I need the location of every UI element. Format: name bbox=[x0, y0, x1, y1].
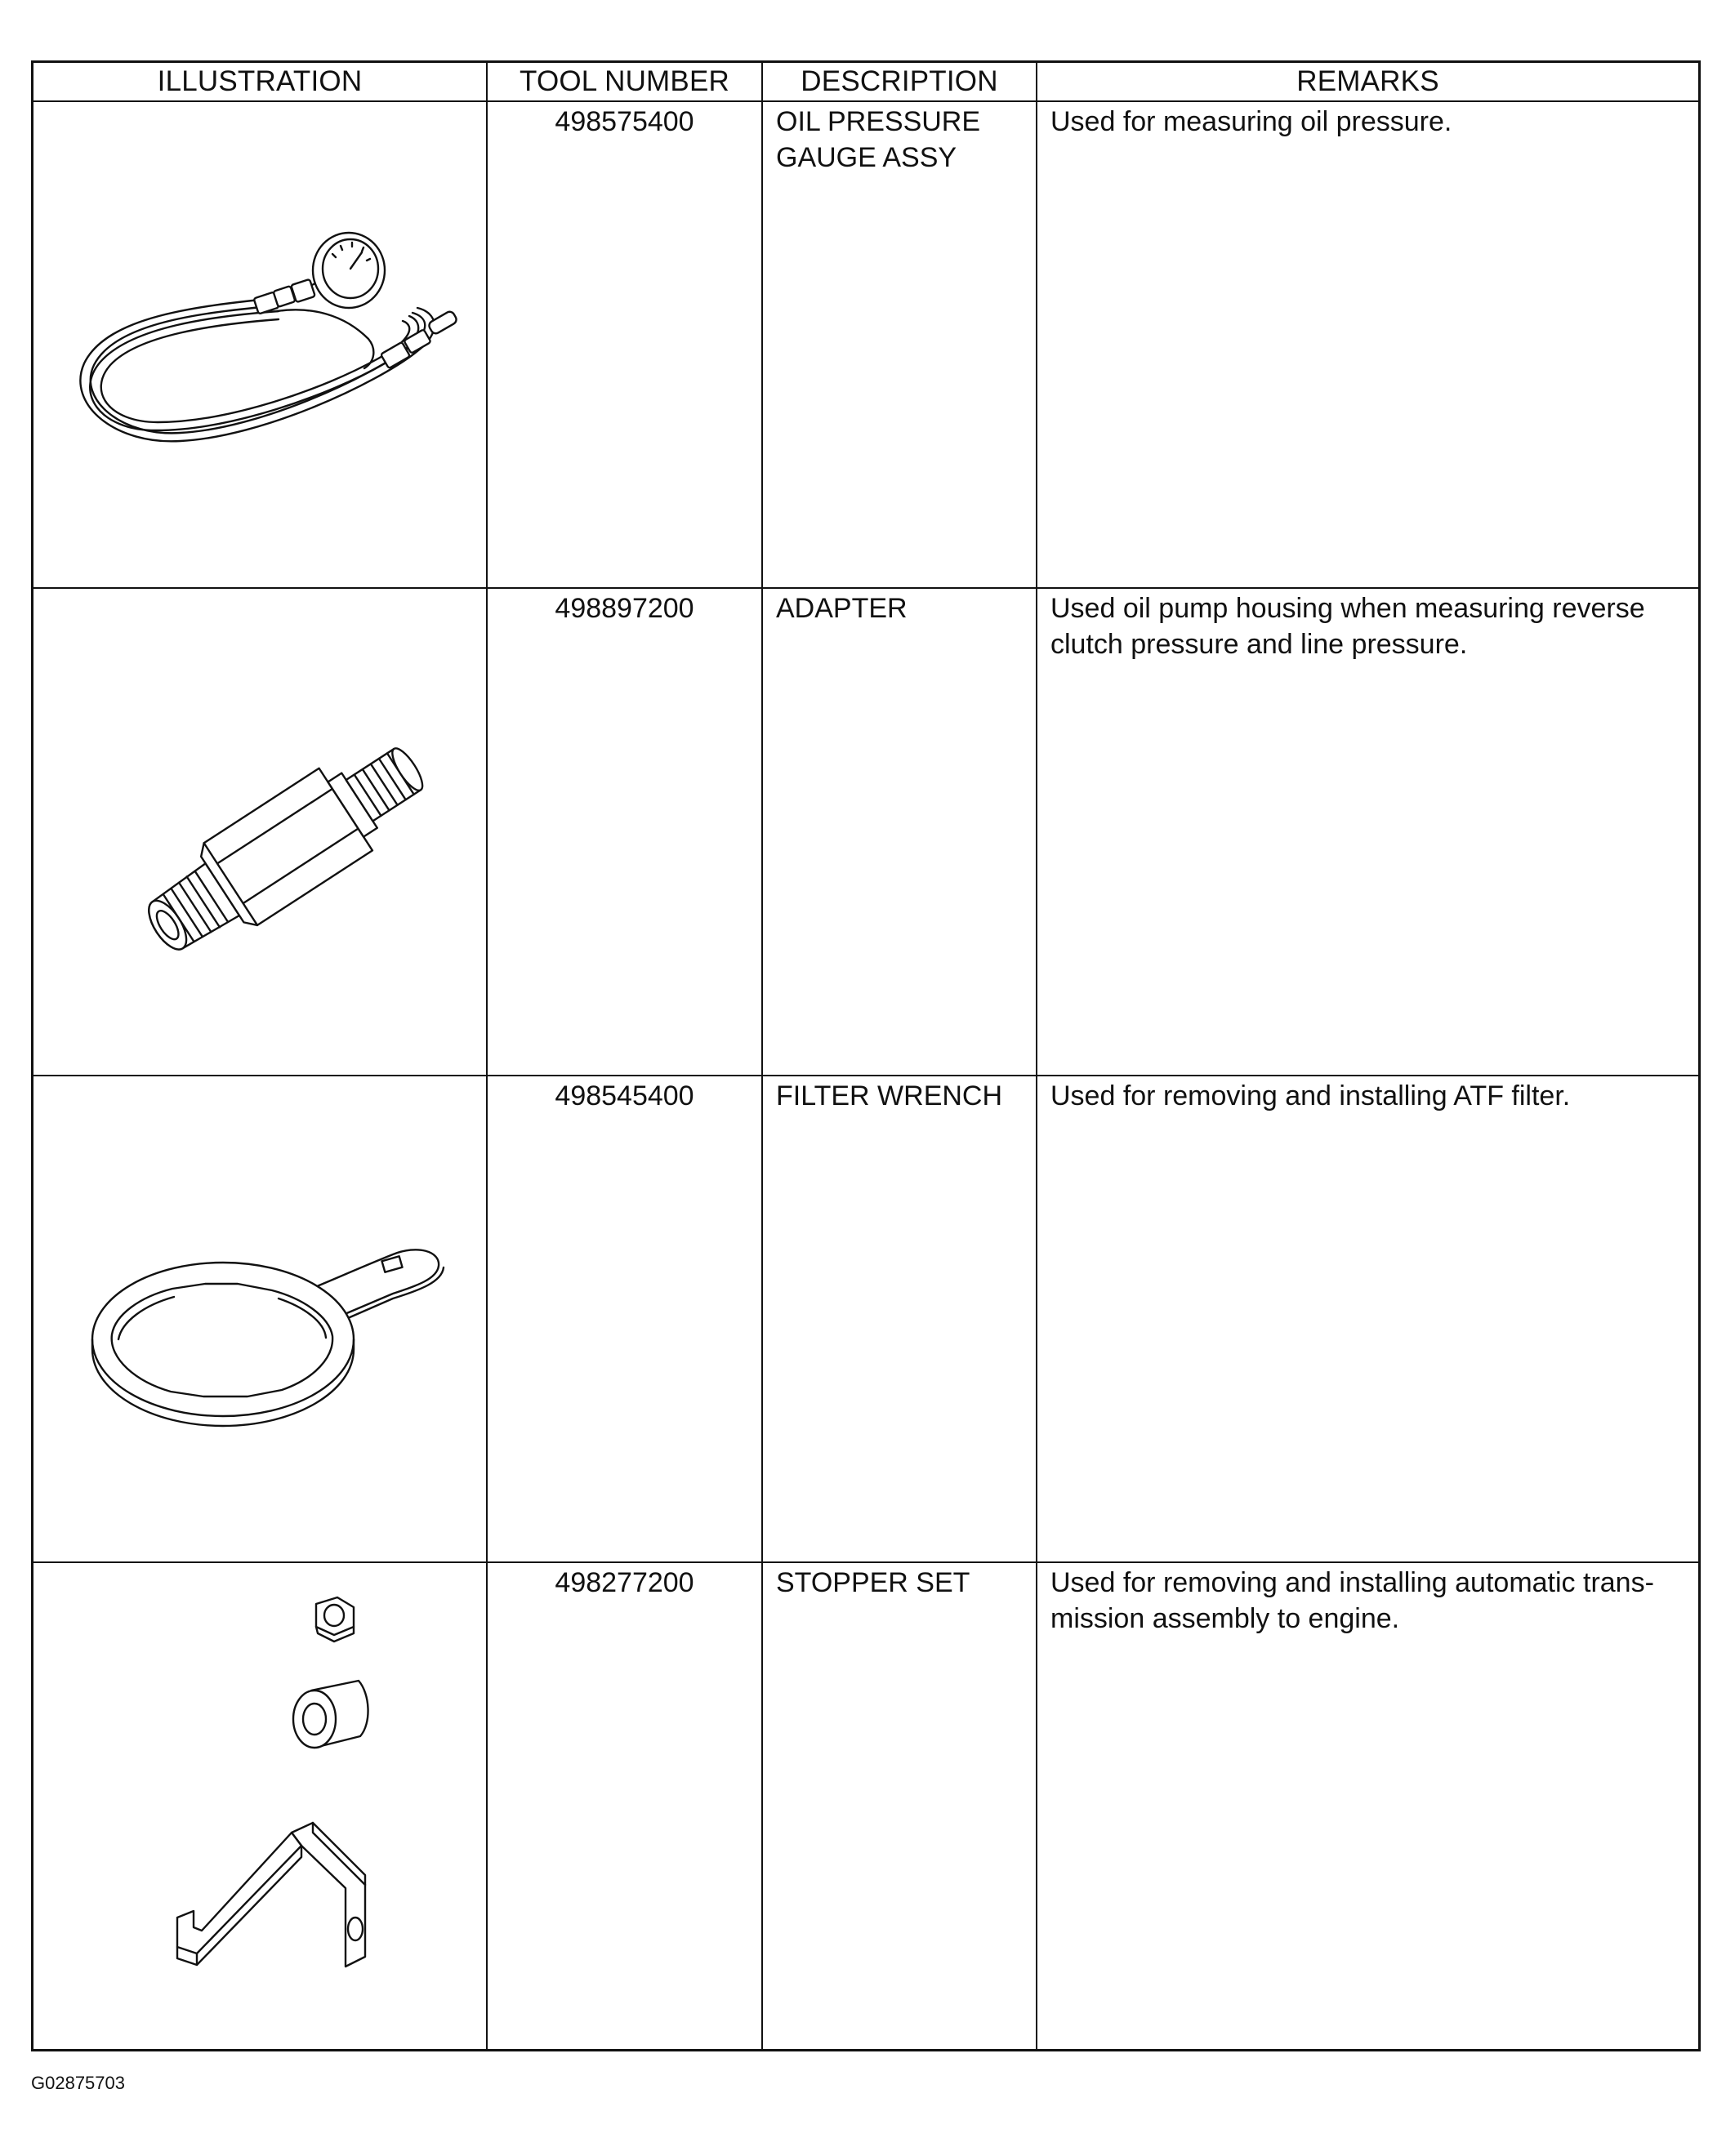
table-row bbox=[33, 1076, 1698, 1562]
oil-pressure-gauge-icon bbox=[33, 102, 487, 589]
header-tool-number: TOOL NUMBER bbox=[487, 63, 762, 101]
tool-number: 498575400 bbox=[487, 101, 762, 588]
figure-code: G02875703 bbox=[31, 2073, 125, 2093]
illustration-cell bbox=[33, 588, 487, 1075]
special-tools-table bbox=[33, 63, 1698, 2049]
tool-remarks: Used oil pump housing when measuring reverse clutch pressure and line pressure. bbox=[1037, 588, 1698, 1075]
tool-remarks: Used for removing and installing ATF filter. bbox=[1037, 1076, 1698, 1562]
tool-number: 498277200 bbox=[487, 1562, 762, 2049]
tool-remarks: Used for measuring oil pressure. bbox=[1037, 101, 1698, 588]
illustration-cell bbox=[33, 101, 487, 588]
table-row bbox=[33, 1562, 1698, 2049]
stopper-set-icon bbox=[33, 1563, 487, 2050]
adapter-fitting-icon bbox=[33, 589, 487, 1076]
tool-description: FILTER WRENCH bbox=[762, 1076, 1037, 1562]
tool-remarks: Used for removing and installing automatic trans- mission assembly to engine. bbox=[1037, 1562, 1698, 2049]
tool-number: 498897200 bbox=[487, 588, 762, 1075]
header-description: DESCRIPTION bbox=[762, 63, 1037, 101]
tool-description: STOPPER SET bbox=[762, 1562, 1037, 2049]
illustration-cell bbox=[33, 1076, 487, 1562]
tool-number: 498545400 bbox=[487, 1076, 762, 1562]
tool-description: OIL PRESSURE GAUGE ASSY bbox=[762, 101, 1037, 588]
table-header-row bbox=[33, 63, 1698, 101]
header-illustration: ILLUSTRATION bbox=[33, 63, 487, 101]
special-tools-table-frame bbox=[31, 60, 1701, 2051]
table-row bbox=[33, 588, 1698, 1075]
header-remarks: REMARKS bbox=[1037, 63, 1698, 101]
table-row bbox=[33, 101, 1698, 588]
tool-description: ADAPTER bbox=[762, 588, 1037, 1075]
filter-wrench-icon bbox=[33, 1076, 487, 1563]
illustration-cell bbox=[33, 1562, 487, 2049]
